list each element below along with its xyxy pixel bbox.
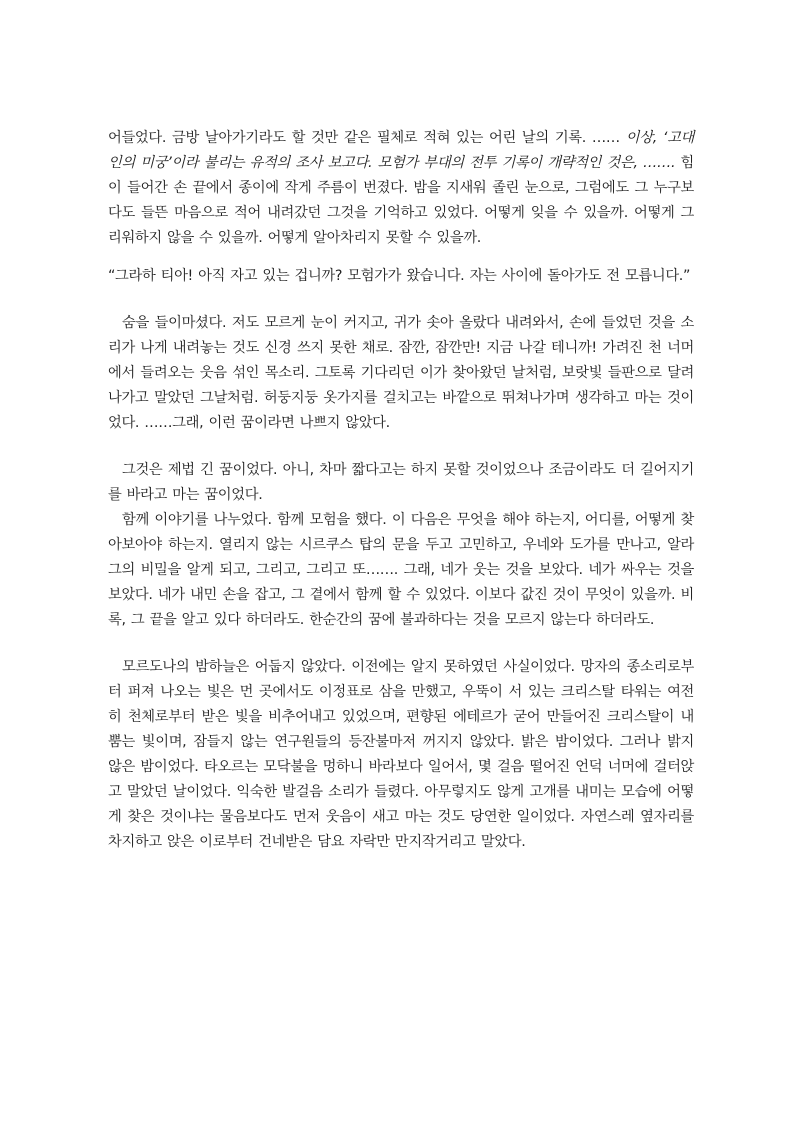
paragraph-5: 함께 이야기를 나누었다. 함께 모험을 했다. 이 다음은 무엇을 해야 하는지, 어디를, 어떻게 찾아보아야 하는지. 열리지 않는 시르쿠스 탑의 문을 두고 고민하고, 우네와 도가를 만나고, 알라그의 비밀을 알게 되고, 그리고, 그리고 또……. 그래, 네가 웃는 것을 보았다. 네가 싸우는 것을 보았다. 네가 내민 손을 잡고, 그 곁에서 함께 할 수 있었다. 이보다 값진 것이 무엇이 있을까. 비록, 그 끝을 알고 있다 하더라도. 한순간의 꿈에 불과하다는 것을 모르지 않는다 하더라도.	[108, 512, 694, 628]
dialogue-paragraph: “그라하 티아! 아직 자고 있는 겁니까? 모험가가 왔습니다. 자는 사이에 돌아가도 전 모릅니다.”	[108, 268, 691, 284]
paragraph-1-tail: 힘이 들어간 손 끝에서 종이에 작게 주름이 번졌다. 밤을 지새워 졸린 눈으로, 그럼에도 그 누구보다도 들뜬 마음으로 적어 내려갔던 그것을 기억하고 있었다. 어떻게 잊을 수 있을까. 어떻게 그리워하지 않을 수 있을까. 어떻게 알아차리지 못할 수 있을까.	[108, 155, 695, 246]
report-quote-italic: 이상, ‘고대인의 미궁’이라 불리는 유적의 조사 보고다. 모험가 부대의 전투 기록이 개략적인 것은, …….	[108, 130, 694, 171]
paragraph-1	[108, 126, 694, 251]
paragraph-1-lead: 어들었다. 금방 날아가기라도 할 것만 같은 필체로 적혀 있는 어린 날의 기록. ……	[108, 130, 626, 146]
document-page	[108, 126, 694, 855]
paragraph-6: 모르도나의 밤하늘은 어둡지 않았다. 이전에는 알지 못하였던 사실이었다. 망자의 종소리로부터 퍼져 나오는 빛은 먼 곳에서도 이정표로 삼을 만했고, 우뚝이 서 있는 크리스탈 타워는 여전히 천체로부터 받은 빛을 비추어내고 있었으며, 편향된 에테르가 굳어 만들어진 크리스탈이 내뿜는 빛이며, 잠들지 않는 연구원들의 등잔불마저 꺼지지 않았다. 밝은 밤이었다. 그러나 밝지 않은 밤이었다. 타오르는 모닥불을 멍하니 바라보다 일어서, 몇 걸음 떨어진 언덕 너머에 걸터앉고 말았던 날이었다. 익숙한 발걸음 소리가 들렸다. 아무렇지도 않게 고개를 내미는 모습에 어떻게 찾은 것이냐는 물음보다도 먼저 웃음이 새고 마는 것도 당연한 일이었다. 자연스레 옆자리를 차지하고 앉은 이로부터 건네받은 담요 자락만 만지작거리고 말았다.	[108, 659, 694, 850]
paragraph-3: 숨을 들이마셨다. 저도 모르게 눈이 커지고, 귀가 솟아 올랐다 내려와서, 손에 들었던 것을 소리가 나게 내려놓는 것도 신경 쓰지 못한 채로. 잠깐, 잠깐만! 지금 나갈 테니까! 가려진 천 너머에서 들려오는 웃음 섞인 목소리. 그토록 기다리던 이가 찾아왔던 날처럼, 보랏빛 들판으로 달려나가고 말았던 그날처럼. 허둥지둥 옷가지를 걸치고는 바깥으로 뛰쳐나가며 생각하고 마는 것이었다. ……그래, 이런 꿈이라면 나쁘지 않았다.	[108, 315, 694, 431]
paragraph-4: 그것은 제법 긴 꿈이었다. 아니, 차마 짧다고는 하지 못할 것이었으나 조금이라도 더 길어지기를 바라고 마는 꿈이었다.	[108, 462, 694, 503]
